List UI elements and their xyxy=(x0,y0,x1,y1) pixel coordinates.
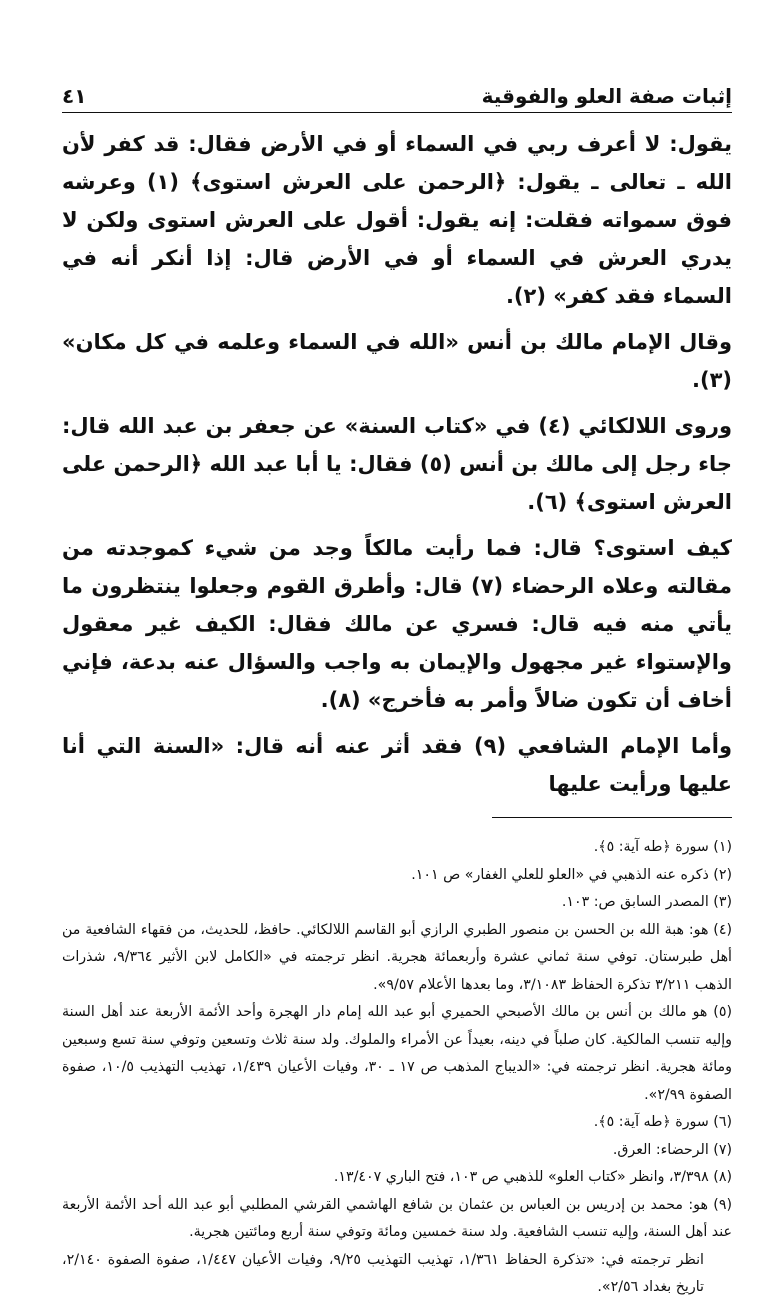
paragraph: وقال الإمام مالك بن أنس «الله في السماء وعلمه في كل مكان» (٣). xyxy=(62,330,732,392)
paragraph: وروى اللالكائي (٤) في «كتاب السنة» عن جعفر بن عبد الله قال: جاء رجل إلى مالك بن أنس (٥) فقال: يا أبا عبد الله ﴿الرحمن على العرش استوى﴾ (٦). xyxy=(62,414,732,514)
footnote: (٨) ٣/٣٩٨، وانظر «كتاب العلو» للذهبي ص ١٠٣، فتح الباري ١٣/٤٠٧. xyxy=(333,1169,732,1185)
book-page xyxy=(62,84,732,1302)
footnote: (٦) سورة ﴿طه آية: ٥﴾. xyxy=(593,1114,732,1130)
footnote: (٧) الرحضاء: العرق. xyxy=(612,1141,732,1158)
footnote-continuation: انظر ترجمته في: «تذكرة الحفاظ ١/٣٦١، تهذيب التهذيب ٩/٢٥، وفيات الأعيان ١/٤٤٧، صفوة الصفوة ٢/١٤٠، تاريخ بغداد ٢/٥٦». xyxy=(62,1251,704,1295)
running-title: إثبات صفة العلو والفوقية xyxy=(481,84,732,108)
footnotes xyxy=(62,834,732,1302)
footnote: (٢) ذكره عنه الذهبي في «العلو للعلي الغفار» ص ١٠١. xyxy=(411,866,732,883)
footnote: (٤) هو: هبة الله بن الحسن بن منصور الطبري الرازي أبو القاسم اللالكائي. حافظ، للحديث، من فقهاء الشافعية من أهل طبرستان. توفي سنة ثماني عشرة وأربعمائة هجرية. انظر ترجمته في «الكامل لابن الأثير ٩/٣٦٤، شذرات الذهب ٣/٢١١ تذكرة الحفاظ ٣/١٠٨٣، وما بعدها الأعلام ٩/٥٧». xyxy=(62,921,732,993)
page-header xyxy=(62,84,732,113)
footnote: (١) سورة ﴿طه آية: ٥﴾. xyxy=(593,839,732,855)
footnote: (٥) هو مالك بن أنس بن مالك الأصبحي الحميري أبو عبد الله إمام دار الهجرة وأحد الأئمة الأربعة عند أهل السنة وإليه تنسب المالكية. كان صلباً في دينه، بعيداً عن الأمراء والملوك. ولد سنة ثلاث وتسعين وتوفي سنة تسع وسبعين ومائة هجرية. انظر ترجمته في: «الديباج المذهب ص ١٧ ـ ٣٠، وفيات الأعيان ١/٤٣٩، تهذيب التهذيب ١٠/٥، صفوة الصفوة ٢/٩٩». xyxy=(62,1004,732,1103)
paragraph: كيف استوى؟ قال: فما رأيت مالكاً وجد من شيء كموجدته من مقالته وعلاه الرحضاء (٧) قال: وأطرق القوم وجعلوا ينتظرون ما يأتي منه فيه قال: فسري عن مالك فقال: الكيف غير معقول والإستواء غير مجهول والإيمان به واجب والسؤال عنه بدعة، فإني أخاف أن تكون ضالاً وأمر به فأخرج» (٨). xyxy=(62,536,732,712)
footnote: (٩) هو: محمد بن إدريس بن العباس بن عثمان بن شافع الهاشمي القرشي المطلبي أبو عبد الله أحد الأئمة الأربعة عند أهل السنة، وإليه تنسب الشافعية. ولد سنة خمسين ومائة وتوفي سنة أربع ومائتين هجرية. xyxy=(62,1196,732,1240)
paragraph: يقول: لا أعرف ربي في السماء أو في الأرض فقال: قد كفر لأن الله ـ تعالى ـ يقول: ﴿الرحمن على العرش استوى﴾ (١) وعرشه فوق سمواته فقلت: إنه يقول: أقول على العرش استوى ولكن لا يدري العرش في السماء أو في الأرض قال: إذا أنكر أنه في السماء فقد كفر» (٢). xyxy=(62,132,732,308)
footnote-divider xyxy=(492,817,732,818)
page-number: ٤١ xyxy=(62,84,87,108)
paragraph: وأما الإمام الشافعي (٩) فقد أثر عنه أنه قال: «السنة التي أنا عليها ورأيت عليها xyxy=(62,734,732,796)
footnote: (٣) المصدر السابق ص: ١٠٣. xyxy=(561,894,732,910)
main-text xyxy=(62,125,732,803)
